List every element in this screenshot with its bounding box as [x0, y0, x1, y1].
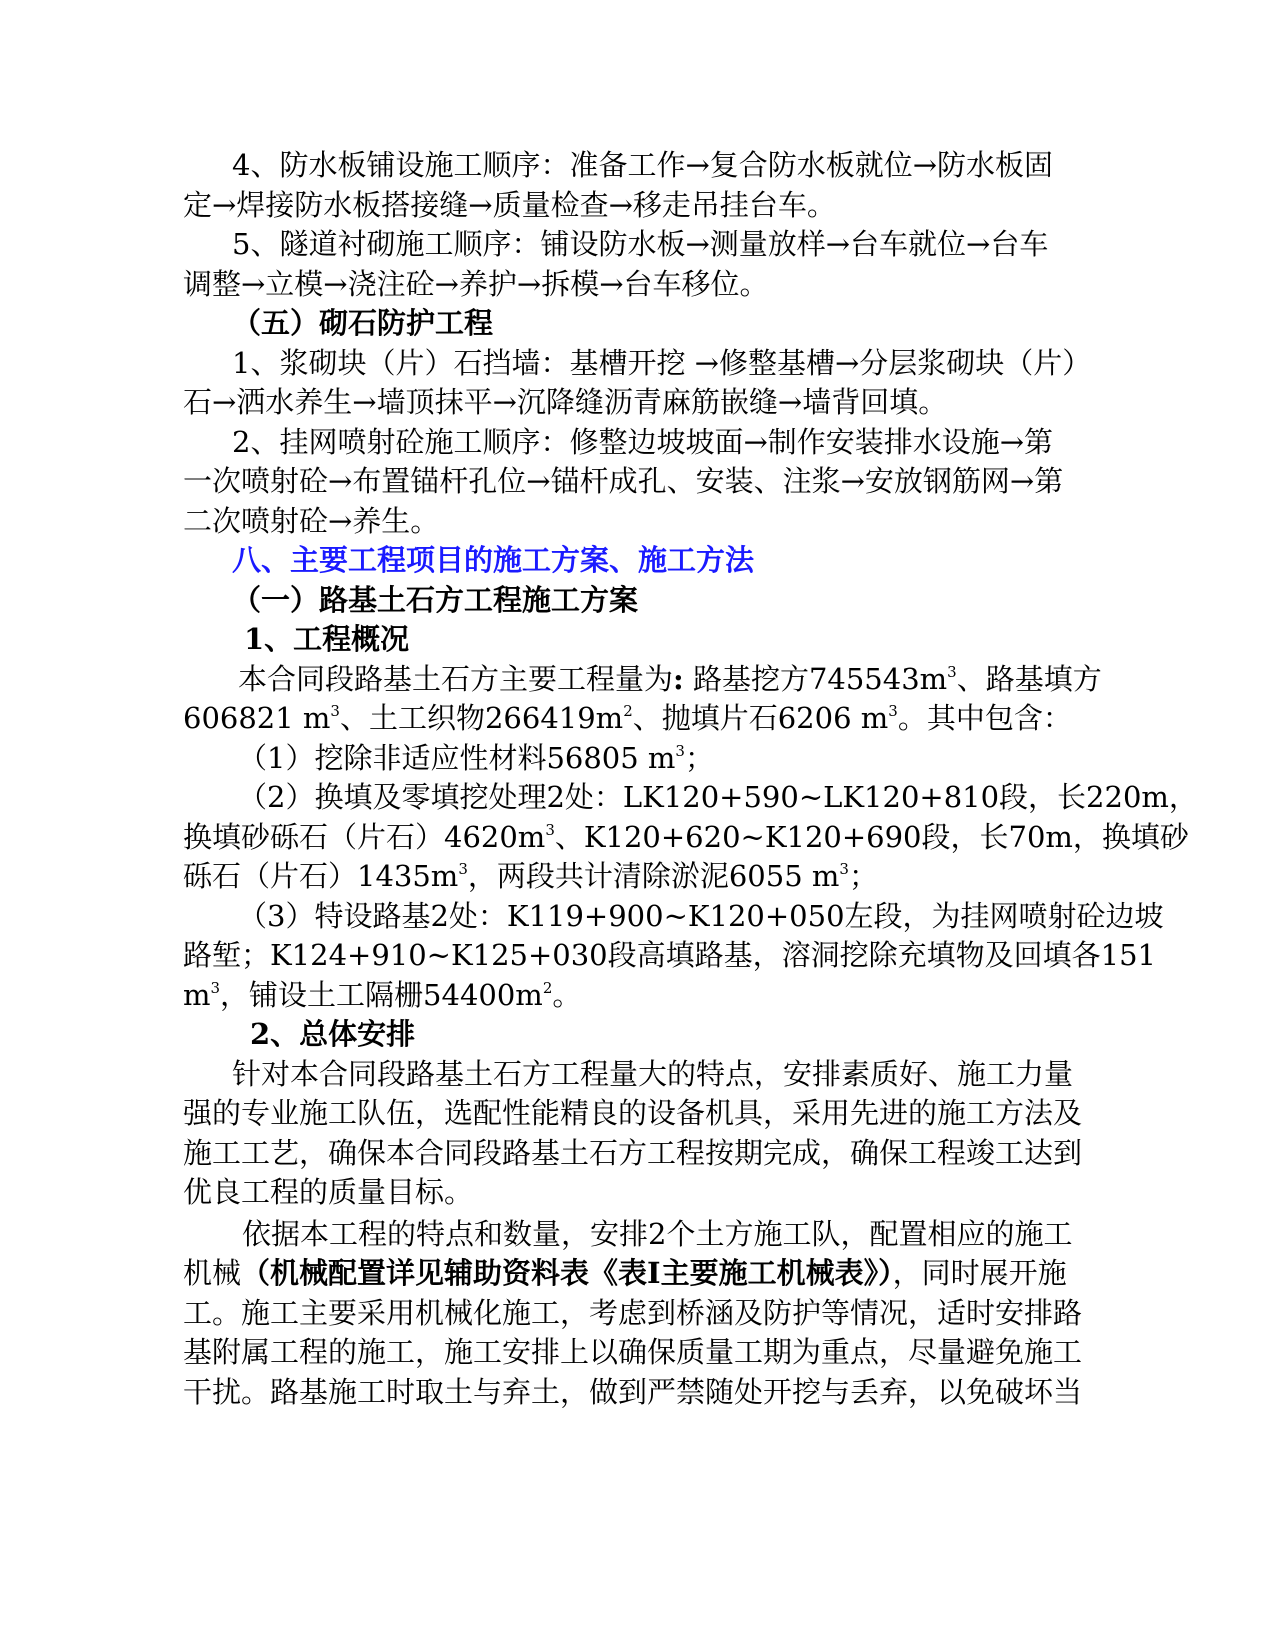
masonry-2-line-3: 二次喷射砼→养生。 [183, 504, 440, 538]
heading-project-overview: 1、工程概况 [244, 622, 410, 656]
p5-line-1: 5、隧道衬砌施工顺序：铺设防水板→测量放样→台车就位→台车 [232, 227, 1049, 261]
basis-line-2 [183, 1253, 1067, 1293]
overview-line-2 [183, 698, 1072, 738]
superscript-2: 2 [623, 702, 633, 720]
item-2-line-3 [183, 856, 878, 896]
item-3-text-a: m [183, 978, 211, 1012]
superscript-3: 3 [675, 742, 685, 760]
item-1-text: （1）挖除非适应性材料56805 m [238, 741, 676, 775]
section-heading-eight: 八、主要工程项目的施工方案、施工方法 [232, 543, 755, 577]
basis-bold-note: （机械配置详见辅助资料表《表I主要施工机械表》） [241, 1256, 893, 1290]
masonry-2-line-2: 一次喷射砼→布置锚杆孔位→锚杆成孔、安装、注浆→安放钢筋网→第 [183, 464, 1064, 498]
basis-line-5: 干扰。路基施工时取土与弃土，做到严禁随处开挖与丢弃，以免破坏当 [183, 1375, 1083, 1409]
superscript-3: 3 [839, 860, 849, 878]
plan-line-4: 优良工程的质量目标。 [183, 1175, 474, 1209]
overview-text-d: 606821 m [183, 701, 331, 735]
p5-line-2: 调整→立模→浇注砼→养护→拆模→台车移位。 [183, 267, 769, 301]
item-1 [238, 738, 714, 778]
masonry-1-line-2: 石→洒水养生→墙顶抹平→沉降缝沥青麻筋嵌缝→墙背回填。 [183, 385, 948, 419]
plan-line-2: 强的专业施工队伍，选配性能精良的设备机具，采用先进的施工方法及 [183, 1096, 1083, 1130]
superscript-3: 3 [458, 860, 468, 878]
basis-line-1: 依据本工程的特点和数量，安排2个土方施工队，配置相应的施工 [242, 1217, 1073, 1251]
overview-text-a: 本合同段路基土石方主要工程量为 [238, 662, 674, 696]
overview-text-e: 、土工织物266419m [339, 701, 624, 735]
superscript-3: 3 [210, 979, 221, 997]
overview-line-1 [238, 659, 1102, 699]
item-1-end: ； [684, 741, 714, 775]
superscript-2: 2 [542, 979, 553, 997]
masonry-2-line-1: 2、挂网喷射砼施工顺序：修整边坡坡面→制作安装排水设施→第 [232, 425, 1054, 459]
overview-text-c: 、路基填方 [956, 662, 1102, 696]
basis-line-4: 基附属工程的施工，施工安排上以确保质量工期为重点，尽量避免施工 [183, 1335, 1083, 1369]
superscript-3: 3 [947, 663, 957, 681]
overview-text-g: 。其中包含： [897, 701, 1072, 735]
p4-line-1: 4、防水板铺设施工顺序：准备工作→复合防水板就位→防水板固 [232, 148, 1054, 182]
basis-text-c: ，同时展开施 [892, 1256, 1067, 1290]
superscript-3: 3 [888, 702, 898, 720]
heading-subgrade-plan: （一）路基土石方工程施工方案 [232, 583, 639, 617]
overview-text-b: 路基挖方745543m [683, 662, 948, 696]
item-2-text-d: ，两段共计清除淤泥6055 m [467, 859, 840, 893]
item-2-text-b: 、K120+620~K120+690段，长70m，换填砂 [554, 820, 1189, 854]
basis-text-a: 机械 [183, 1256, 242, 1290]
item-2-line-1: （2）换填及零填挖处理2处：LK120+590~LK120+810段，长220m， [238, 780, 1198, 814]
item-2-text-a: 换填砂砾石（片石）4620m [183, 820, 546, 854]
item-3-line-2: 路堑；K124+910~K125+030段高填路基，溶洞挖除充填物及回填各151 [183, 938, 1156, 972]
item-3-text-c: 。 [552, 978, 582, 1012]
p4-line-2: 定→焊接防水板搭接缝→质量检查→移走吊挂台车。 [183, 188, 836, 222]
item-2-text-e: ； [848, 859, 878, 893]
plan-line-1: 针对本合同段路基土石方工程量大的特点，安排素质好、施工力量 [232, 1057, 1074, 1091]
superscript-3: 3 [330, 702, 340, 720]
overview-colon: : [673, 662, 684, 696]
basis-line-3: 工。施工主要采用机械化施工，考虑到桥涵及防护等情况，适时安排路 [183, 1296, 1083, 1330]
plan-line-3: 施工工艺，确保本合同段路基土石方工程按期完成，确保工程竣工达到 [183, 1136, 1083, 1170]
item-3-line-3 [183, 975, 581, 1015]
masonry-1-line-1: 1、浆砌块（片）石挡墙：基槽开挖 →修整基槽→分层浆砌块（片） [232, 346, 1092, 380]
overview-text-f: 、抛填片石6206 m [632, 701, 889, 735]
heading-overall-arrangement: 2、总体安排 [250, 1017, 416, 1051]
superscript-3: 3 [545, 821, 555, 839]
item-3-text-b: ，铺设土工隔栅54400m [220, 978, 543, 1012]
item-2-text-c: 砾石（片石）1435m [183, 859, 459, 893]
item-2-line-2 [183, 817, 1189, 857]
heading-masonry-protection: （五）砌石防护工程 [232, 306, 494, 340]
item-3-line-1: （3）特设路基2处：K119+900~K120+050左段，为挂网喷射砼边坡 [238, 899, 1164, 933]
